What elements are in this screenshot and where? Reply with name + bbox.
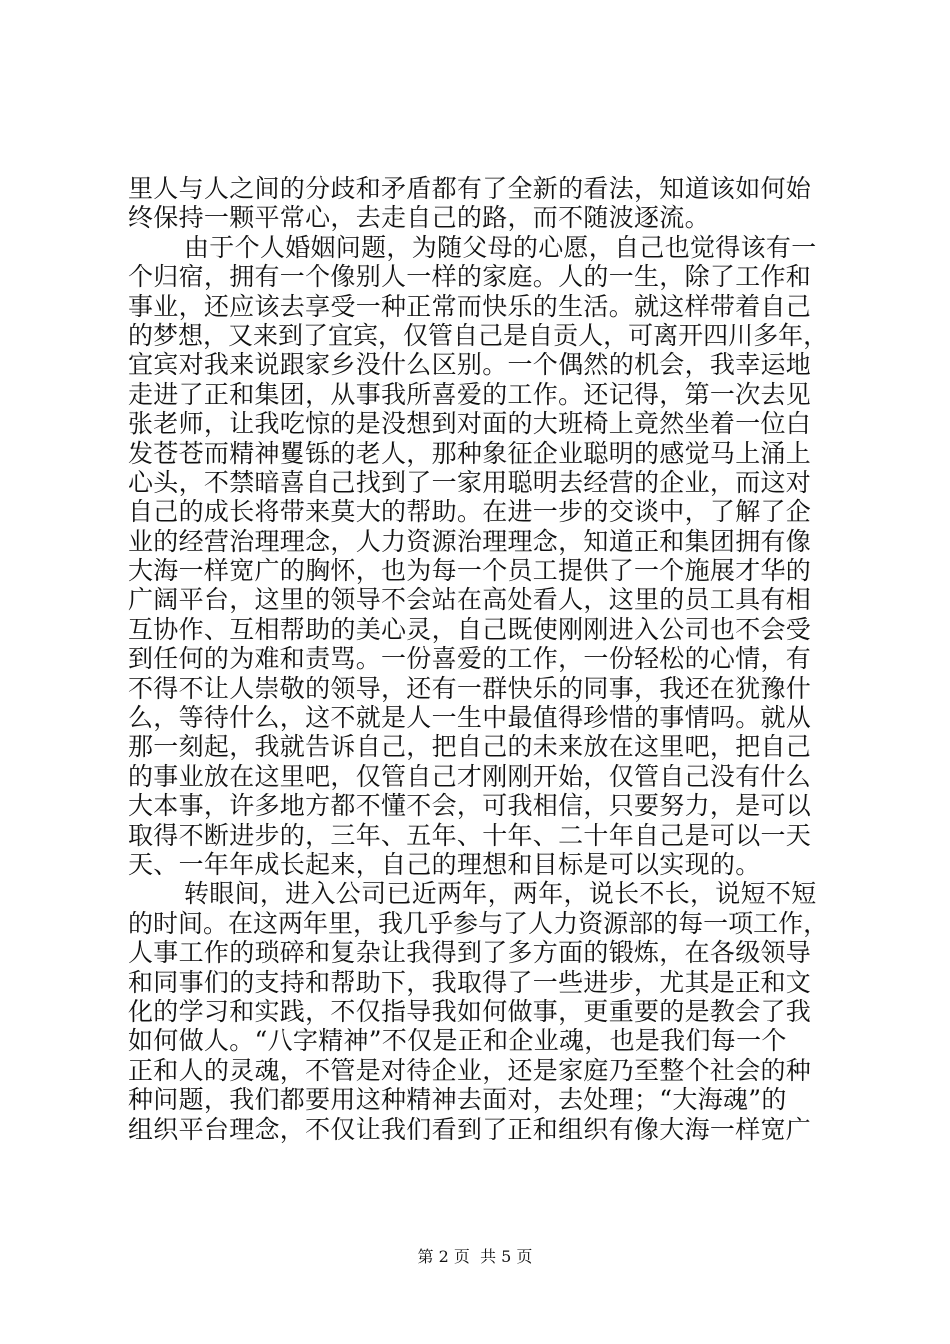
text-line: 事业，还应该去享受一种正常而快乐的生活。就这样带着自己 <box>128 291 812 321</box>
text-line: 和同事们的支持和帮助下，我取得了一些进步，尤其是正和文 <box>128 967 812 997</box>
text-line: 人事工作的琐碎和复杂让我得到了多方面的锻炼，在各级领导 <box>128 938 812 968</box>
text-line: 那一刻起，我就告诉自己，把自己的未来放在这里吧，把自己 <box>128 732 812 762</box>
text-line: 到任何的为难和责骂。一份喜爱的工作，一份轻松的心情，有 <box>128 644 812 674</box>
text-line: 自己的成长将带来莫大的帮助。在进一步的交谈中，了解了企 <box>128 497 812 527</box>
text-line: 个归宿，拥有一个像别人一样的家庭。人的一生，除了工作和 <box>128 262 812 292</box>
text-line: 种问题，我们都要用这种精神去面对，去处理；“大海魂”的 <box>128 1085 787 1115</box>
body-text <box>128 174 828 1144</box>
text-line: 发苍苍而精神矍铄的老人，那种象征企业聪明的感觉马上涌上 <box>128 438 812 468</box>
text-line: 化的学习和实践，不仅指导我如何做事，更重要的是教会了我 <box>128 996 812 1026</box>
text-line: 转眼间，进入公司已近两年，两年，说长不长，说短不短 <box>184 879 817 909</box>
text-line: 心头，不禁暗喜自己找到了一家用聪明去经营的企业，而这对 <box>128 467 812 497</box>
text-line: 天、一年年成长起来，自己的理想和目标是可以实现的。 <box>128 849 761 879</box>
text-line: 大本事，许多地方都不懂不会，可我相信，只要努力，是可以 <box>128 791 812 821</box>
text-line: 张老师，让我吃惊的是没想到对面的大班椅上竟然坐着一位白 <box>128 409 812 439</box>
text-line: 如何做人。“八字精神”不仅是正和企业魂，也是我们每一个 <box>128 1026 787 1056</box>
text-line: 的时间。在这两年里，我几乎参与了人力资源部的每一项工作， <box>128 908 829 938</box>
text-line: 么，等待什么，这不就是人一生中最值得珍惜的事情吗。就从 <box>128 703 812 733</box>
text-line: 由于个人婚姻问题，为随父母的心愿，自己也觉得该有一 <box>184 232 817 262</box>
text-line: 终保持一颗平常心，去走自己的路，而不随波逐流。 <box>128 203 710 233</box>
text-line: 取得不断进步的，三年、五年、十年、二十年自己是可以一天 <box>128 820 812 850</box>
text-line: 正和人的灵魂，不管是对待企业，还是家庭乃至整个社会的种 <box>128 1055 812 1085</box>
text-line: 的事业放在这里吧，仅管自己才刚刚开始，仅管自己没有什么 <box>128 761 812 791</box>
text-line: 互协作、互相帮助的美心灵，自己既使刚刚进入公司也不会受 <box>128 614 812 644</box>
page-footer: 第 2 页 共 5 页 <box>417 1247 533 1266</box>
text-line: 广阔平台，这里的领导不会站在高处看人，这里的员工具有相 <box>128 585 812 615</box>
text-line: 组织平台理念，不仅让我们看到了正和组织有像大海一样宽广 <box>128 1114 812 1144</box>
text-line: 走进了正和集团，从事我所喜爱的工作。还记得，第一次去见 <box>128 379 812 409</box>
text-line: 业的经营治理理念，人力资源治理理念，知道正和集团拥有像 <box>128 526 812 556</box>
text-line: 大海一样宽广的胸怀，也为每一个员工提供了一个施展才华的 <box>128 556 812 586</box>
text-line: 里人与人之间的分歧和矛盾都有了全新的看法，知道该如何始 <box>128 174 812 203</box>
text-line: 宜宾对我来说跟家乡没什么区别。一个偶然的机会，我幸运地 <box>128 350 812 380</box>
text-line: 不得不让人崇敬的领导，还有一群快乐的同事，我还在犹豫什 <box>128 673 812 703</box>
text-line: 的梦想，又来到了宜宾，仅管自己是自贡人，可离开四川多年， <box>128 320 829 350</box>
